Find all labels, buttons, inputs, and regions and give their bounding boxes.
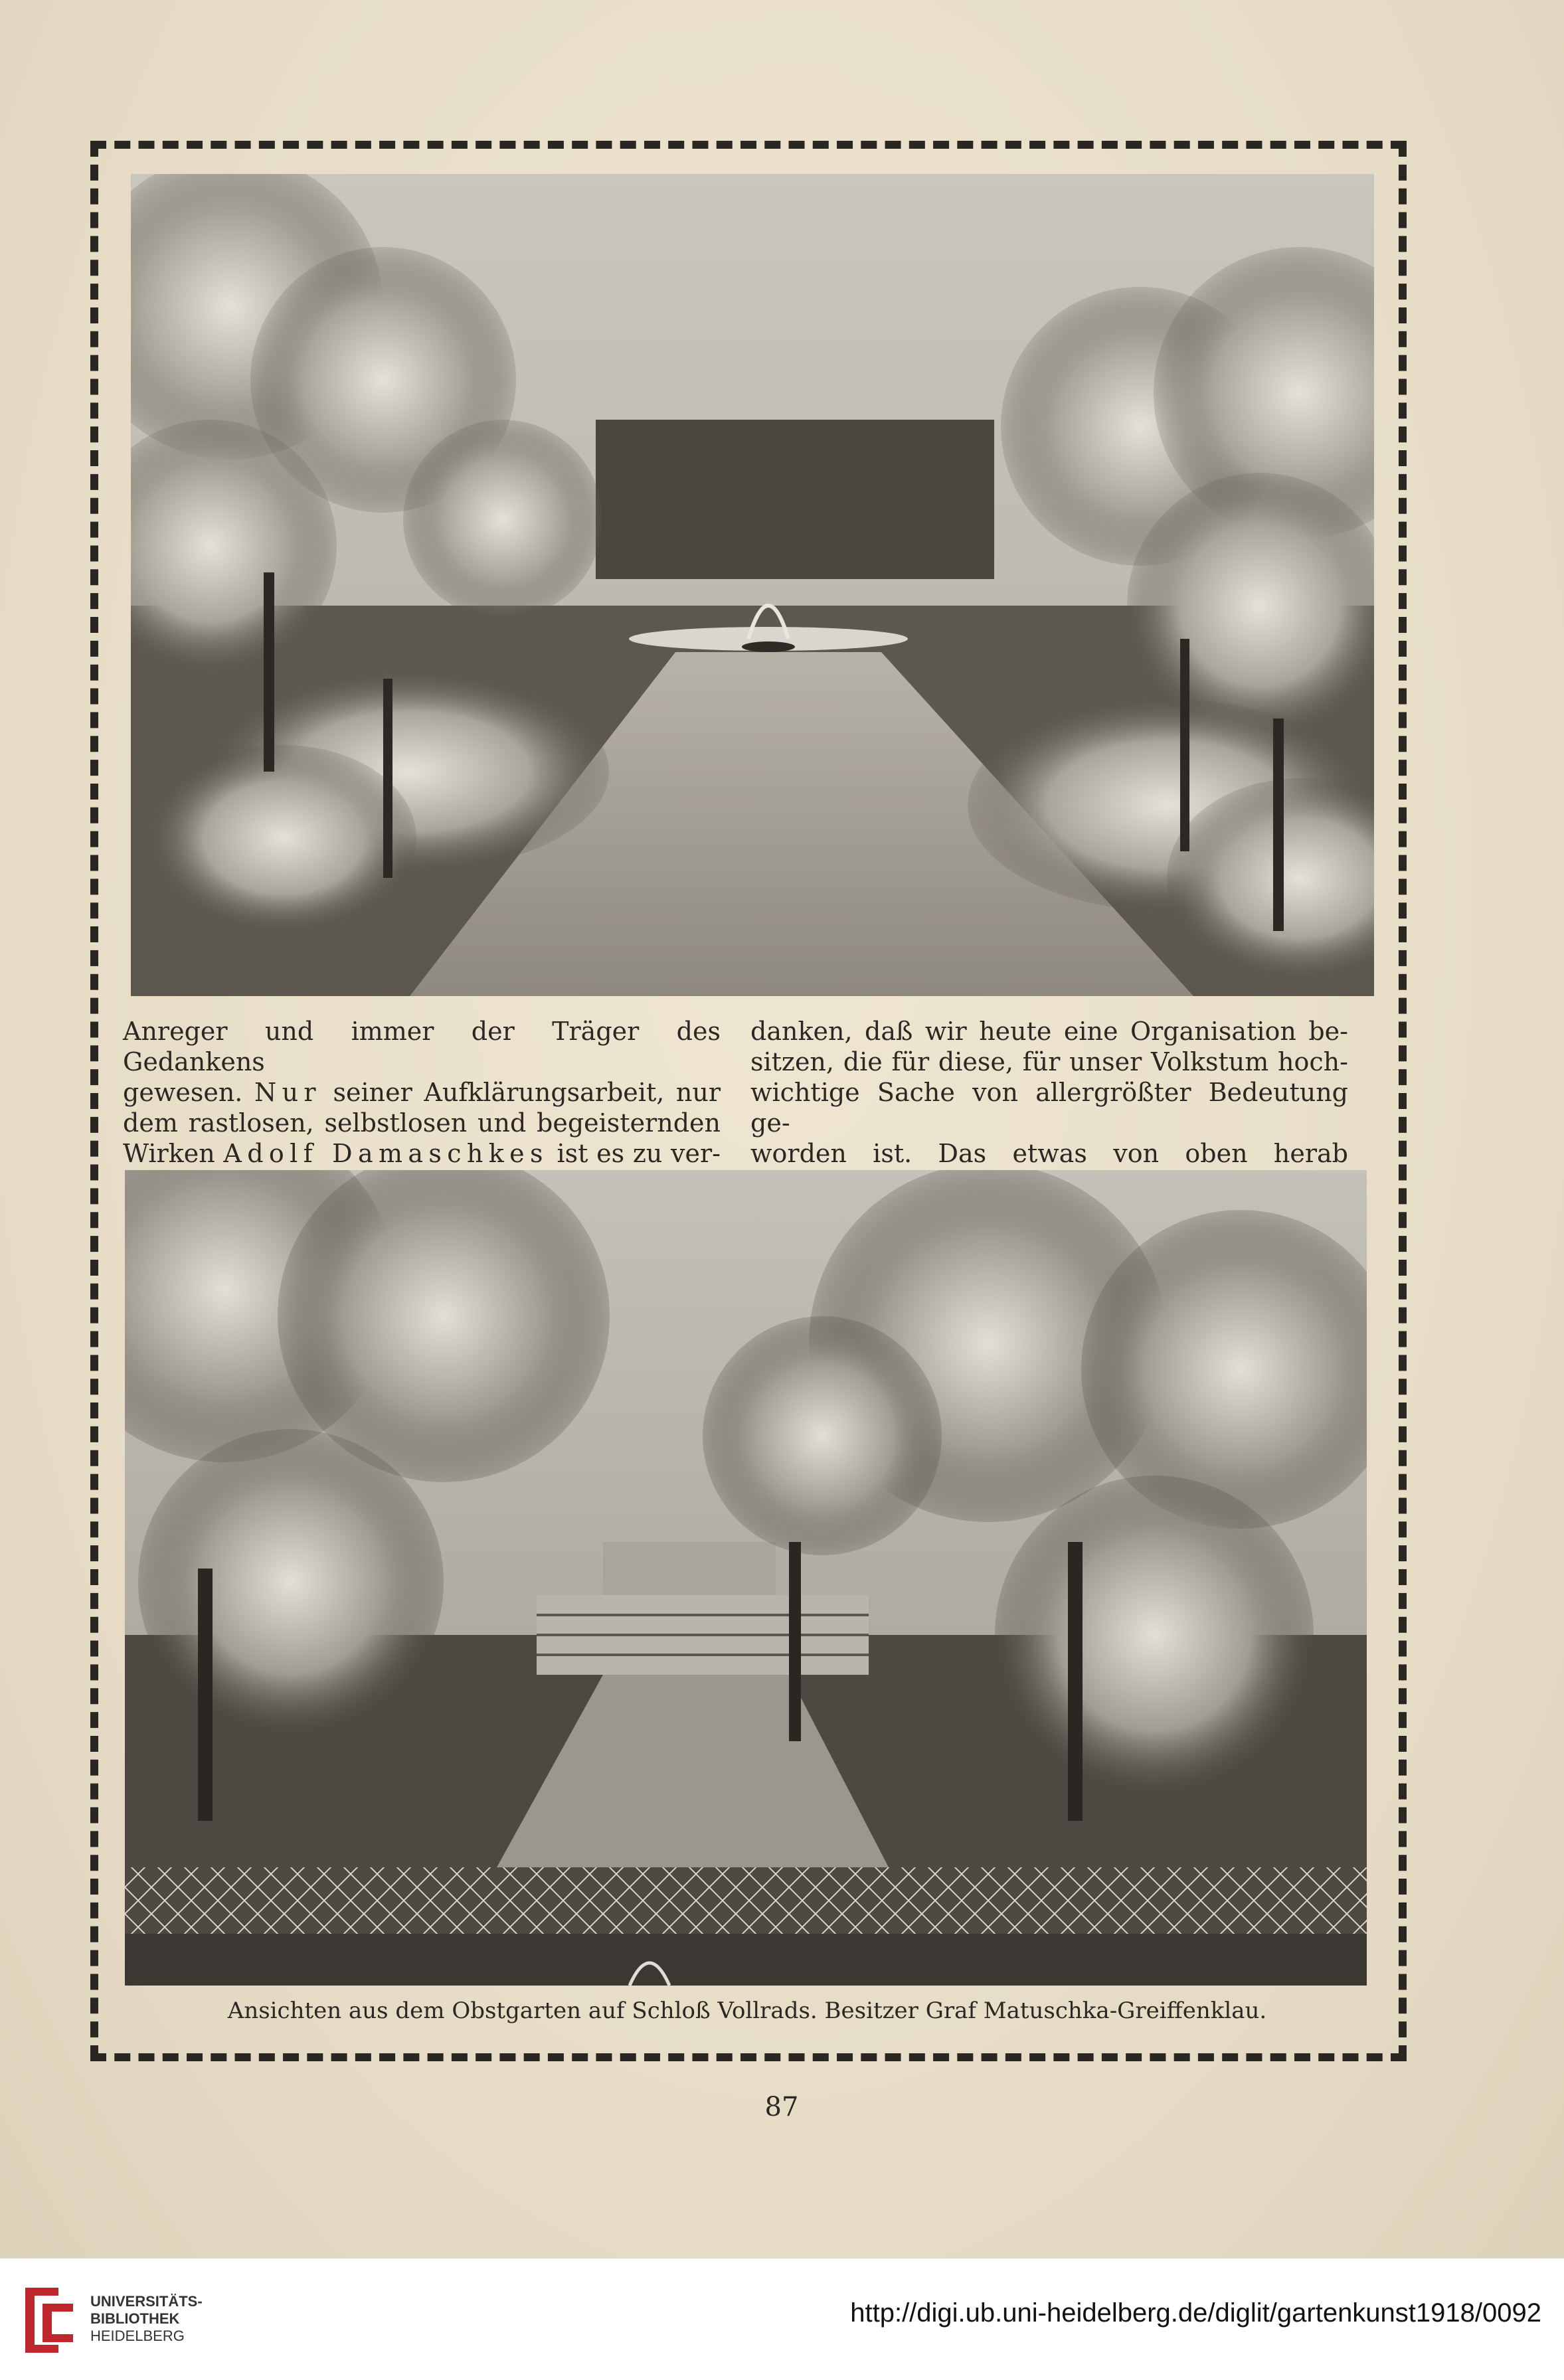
photo-orchard-stairs-fence [125, 1170, 1367, 1986]
text-line: danken, daß wir heute eine Organisation be- [750, 1017, 1348, 1046]
text-line: Anreger und immer der Träger des Gedankens [123, 1017, 721, 1076]
text-line: sitzen, die für diese, für unser Volkstum hoch- [750, 1047, 1348, 1076]
library-logo-icon [19, 2281, 78, 2359]
photo-orchard-path-fountain [131, 174, 1374, 996]
text-line: dem rastlosen, selbstlosen und begeisternden [123, 1108, 721, 1138]
text-column-left [123, 1016, 721, 1169]
text-line: wichtige Sache von allergrößter Bedeutung ge- [750, 1078, 1348, 1138]
text-line: gewesen. Nur seiner Aufklärungsarbeit, nur [123, 1078, 721, 1107]
text-line: worden ist. Das etwas von oben herab [750, 1139, 1348, 1168]
library-name: UNIVERSITÄTS- BIBLIOTHEK HEIDELBERG [90, 2293, 203, 2344]
text-line: Wirken Adolf Damaschkes ist es zu ver- [123, 1139, 721, 1168]
library-footer [0, 2258, 1564, 2380]
author-name-spaced: Adolf Damaschkes [223, 1139, 549, 1168]
source-url-link[interactable]: http://digi.ub.uni-heidelberg.de/diglit/gartenkunst1918/0092 [850, 2298, 1541, 2328]
page-number: 87 [764, 2092, 799, 2122]
figure-caption: Ansichten aus dem Obstgarten auf Schloß Vollrads. Besitzer Graf Matuschka-Greiffenklau. [227, 1998, 1267, 2024]
